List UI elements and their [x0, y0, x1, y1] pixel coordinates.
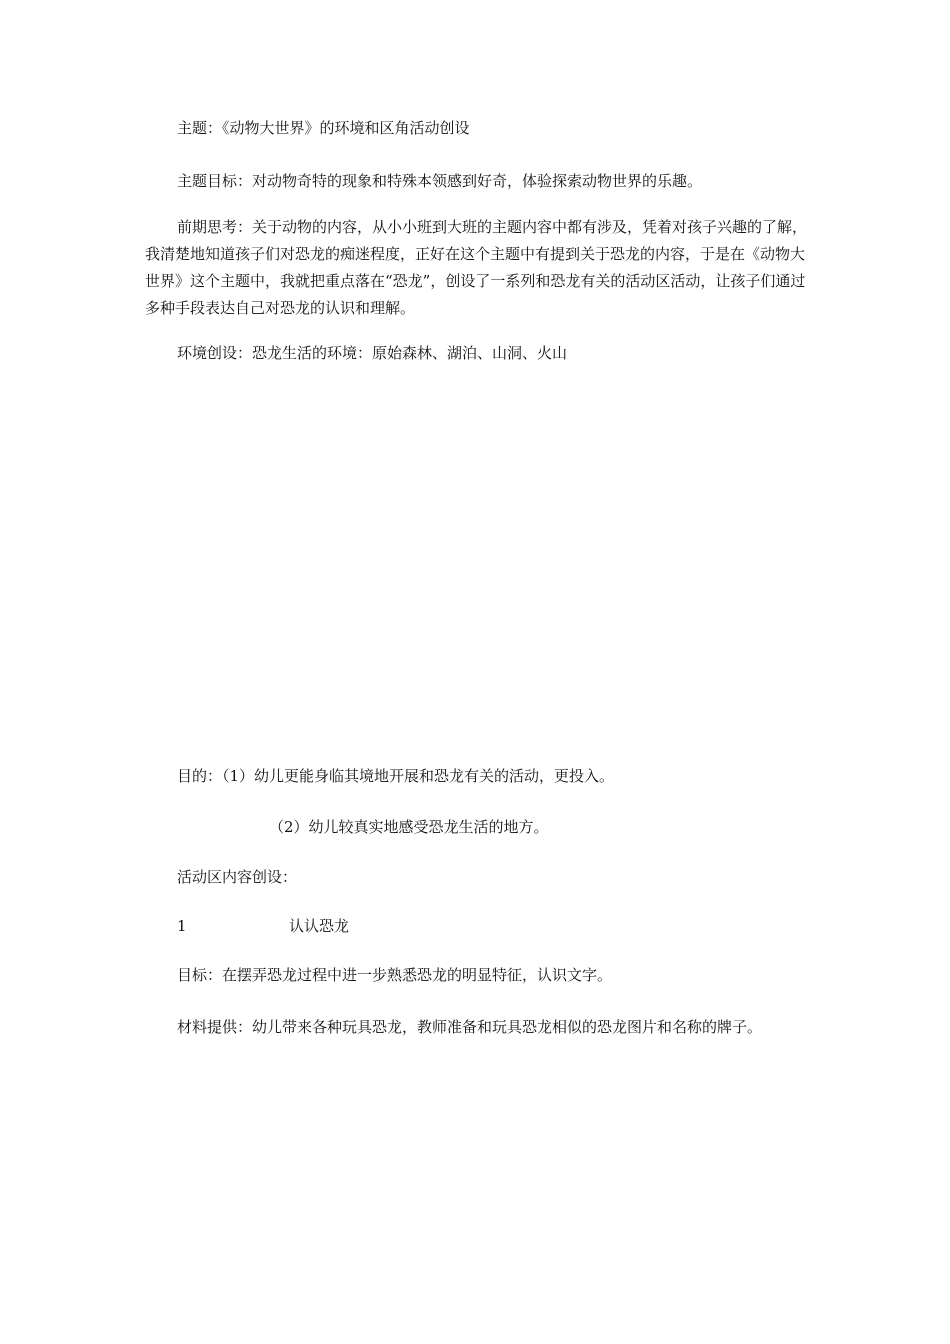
- environment-setup: 环境创设：恐龙生活的环境：原始森林、湖泊、山洞、火山: [177, 344, 568, 362]
- preliminary-thinking: 前期思考：关于动物的内容，从小小班到大班的主题内容中都有涉及，凭着对孩子兴趣的了解，我清楚地知道孩子们对恐龙的痴迷程度，正好在这个主题中有提到关于恐龙的内容，于是在《动物大世界》这个主题中，我就把重点落在“恐龙”，创设了一系列和恐龙有关的活动区活动，让孩子们通过多种手段表达自己对恐龙的认识和理解。: [145, 218, 808, 317]
- purpose-2: （2）幼儿较真实地感受恐龙生活的地方。: [269, 818, 549, 836]
- item-materials: 材料提供：幼儿带来各种玩具恐龙，教师准备和玩具恐龙相似的恐龙图片和名称的牌子。: [177, 1018, 763, 1036]
- item-goal: 目标：在摆弄恐龙过程中进一步熟悉恐龙的明显特征，认识文字。: [177, 966, 613, 984]
- theme-line: 主题：《动物大世界》的环境和区角活动创设: [177, 119, 470, 137]
- theme-goal: 主题目标：对动物奇特的现象和特殊本领感到好奇，体验探索动物世界的乐趣。: [177, 172, 703, 190]
- item-number: 1: [177, 917, 187, 935]
- activity-area-heading: 活动区内容创设：: [177, 868, 298, 886]
- item-title: 认认恐龙: [289, 917, 350, 935]
- purpose-1: 目的：（1）幼儿更能身临其境地开展和恐龙有关的活动，更投入。: [177, 767, 615, 785]
- activity-item-heading: [0, 916, 950, 936]
